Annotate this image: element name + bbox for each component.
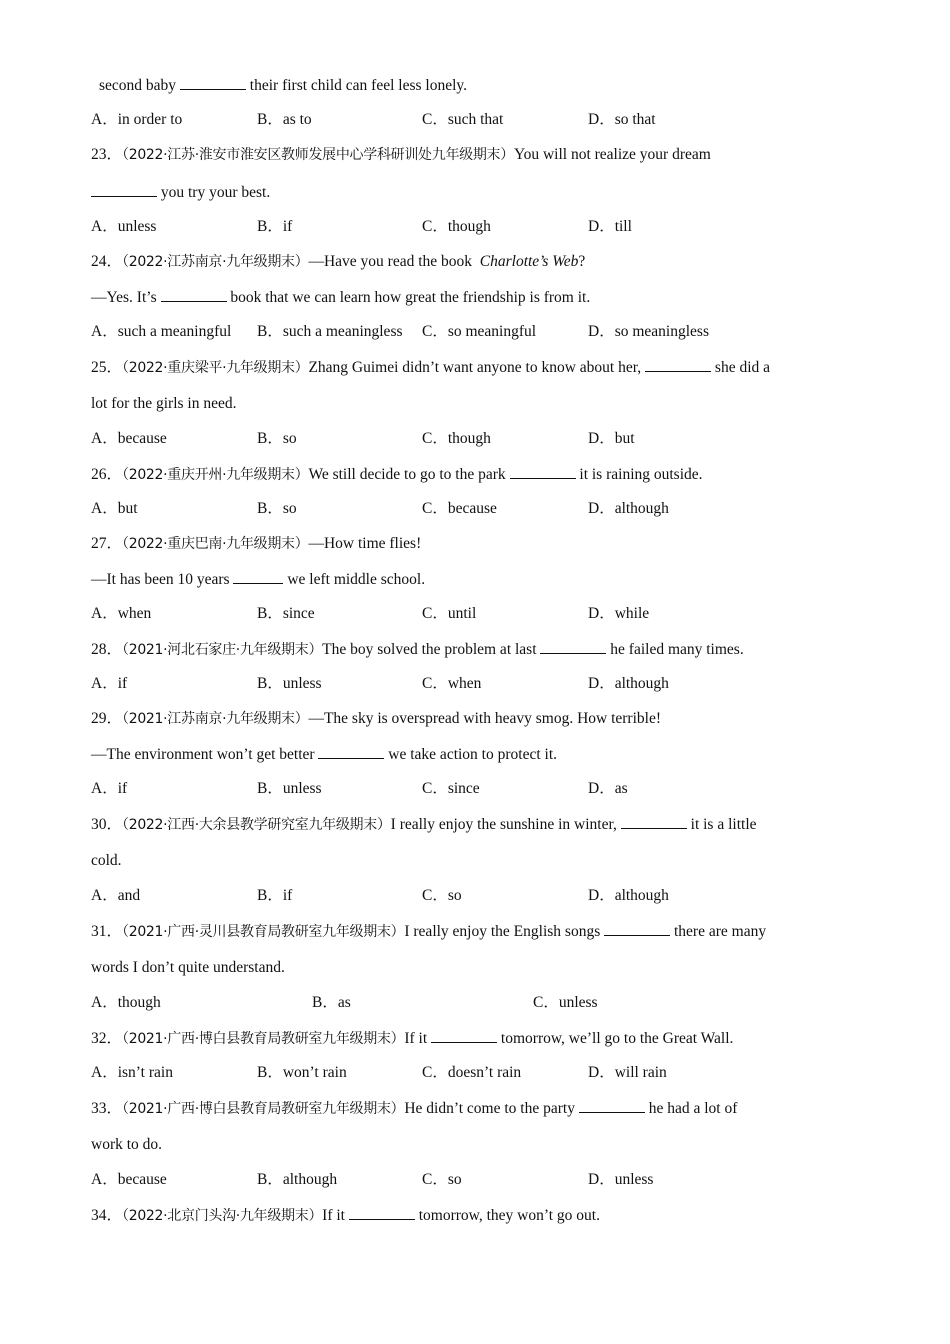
option-a[interactable]: A．though [91, 994, 161, 1011]
question-23-continuation: you try your best. [91, 182, 270, 203]
option-c[interactable]: C．though [422, 430, 491, 447]
answer-blank[interactable] [318, 744, 384, 759]
option-a[interactable]: A．and [91, 887, 141, 904]
question-number: 28． [91, 641, 123, 658]
question-number: 34． [91, 1207, 123, 1224]
question-27-options [91, 604, 871, 624]
question-29: 29．（2021·江苏南京·九年级期末）—The sky is overspread with heavy smog. How terrible! [91, 710, 661, 727]
option-b[interactable]: B．as to [257, 111, 312, 128]
question-number: 33． [91, 1100, 123, 1117]
question-source: （2021·广西·博白县教育局教研室九年级期末） [122, 1101, 405, 1117]
question-30: 30．（2022·江西·大余县教学研究室九年级期末）I really enjoy the sunshine in winter, it is a little [91, 816, 757, 833]
question-number: 32． [91, 1030, 123, 1047]
option-a[interactable]: A．but [91, 500, 138, 517]
question-25-continuation: lot for the girls in need. [91, 395, 237, 412]
book-title: Charlotte’s Web [479, 253, 579, 270]
option-b[interactable]: B．so [257, 500, 297, 517]
answer-blank[interactable] [621, 814, 687, 829]
answer-blank[interactable] [510, 464, 576, 479]
question-source: （2021·江苏南京·九年级期末） [122, 711, 309, 727]
option-b[interactable]: B．won’t rain [257, 1064, 347, 1081]
question-number: 23． [91, 146, 123, 163]
question-26-options [91, 499, 871, 519]
option-b[interactable]: B．if [257, 218, 293, 235]
question-source: （2022·北京门头沟·九年级期末） [122, 1208, 323, 1224]
question-22-continuation: second baby their first child can feel less lonely. [99, 77, 468, 94]
question-source: （2022·重庆开州·九年级期末） [122, 467, 309, 483]
option-b[interactable]: B．such a meaningless [257, 323, 403, 340]
option-c[interactable]: C．such that [422, 111, 504, 128]
option-d[interactable]: D．although [588, 675, 669, 692]
option-a[interactable]: A．such a meaningful [91, 323, 232, 340]
option-b[interactable]: B．if [257, 887, 293, 904]
question-number: 26． [91, 466, 123, 483]
answer-blank[interactable] [91, 182, 157, 197]
option-b[interactable]: B．so [257, 430, 297, 447]
option-d[interactable]: D．so that [588, 111, 656, 128]
option-c[interactable]: C．when [422, 675, 482, 692]
question-source: （2022·重庆梁平·九年级期末） [122, 360, 309, 376]
question-source: （2021·广西·灵川县教育局教研室九年级期末） [122, 924, 405, 940]
question-25: 25．（2022·重庆梁平·九年级期末）Zhang Guimei didn’t want anyone to know about her, she did a [91, 359, 771, 376]
option-d[interactable]: D．although [588, 500, 669, 517]
question-32: 32．（2021·广西·博白县教育局教研室九年级期末）If it tomorrow, we’ll go to the Great Wall. [91, 1030, 734, 1047]
question-number: 25． [91, 359, 123, 376]
option-d[interactable]: D．while [588, 605, 650, 622]
question-29-options [91, 779, 871, 799]
question-33-continuation: work to do. [91, 1136, 163, 1153]
option-a[interactable]: A．if [91, 780, 128, 797]
answer-blank[interactable] [540, 639, 606, 654]
question-28-options [91, 674, 871, 694]
option-c[interactable]: C．because [422, 500, 497, 517]
option-b[interactable]: B．since [257, 605, 315, 622]
option-d[interactable]: D．as [588, 780, 628, 797]
question-27-line2: —It has been 10 years we left middle school. [91, 571, 426, 588]
option-d[interactable]: D．till [588, 218, 632, 235]
question-source: （2021·广西·博白县教育局教研室九年级期末） [122, 1031, 405, 1047]
answer-blank[interactable] [161, 287, 227, 302]
question-31-continuation: words I don’t quite understand. [91, 959, 285, 976]
option-c[interactable]: C．so [422, 1171, 462, 1188]
question-34: 34．（2022·北京门头沟·九年级期末）If it tomorrow, they won’t go out. [91, 1207, 600, 1224]
option-a[interactable]: A．isn’t rain [91, 1064, 173, 1081]
question-33-options [91, 1170, 871, 1190]
question-22-options [91, 110, 871, 130]
option-a[interactable]: A．because [91, 430, 167, 447]
answer-blank[interactable] [645, 357, 711, 372]
answer-blank[interactable] [604, 921, 670, 936]
option-c[interactable]: C．so [422, 887, 462, 904]
answer-blank[interactable] [349, 1205, 415, 1220]
option-a[interactable]: A．in order to [91, 111, 183, 128]
question-27: 27．（2022·重庆巴南·九年级期末）—How time flies! [91, 535, 422, 552]
question-25-options [91, 429, 871, 449]
option-b[interactable]: B．unless [257, 780, 322, 797]
question-source: （2022·江苏南京·九年级期末） [122, 254, 309, 270]
answer-blank[interactable] [180, 75, 246, 90]
question-source: （2022·重庆巴南·九年级期末） [122, 536, 309, 552]
option-c[interactable]: C．unless [533, 994, 598, 1011]
question-32-options [91, 1063, 871, 1083]
question-31-options [91, 993, 871, 1013]
option-a[interactable]: A．when [91, 605, 152, 622]
question-source: （2021·河北石家庄·九年级期末） [122, 642, 323, 658]
option-a[interactable]: A．unless [91, 218, 157, 235]
option-c[interactable]: C．since [422, 780, 480, 797]
question-24: 24．（2022·江苏南京·九年级期末）—Have you read the book Charlotte’s Web? [91, 253, 586, 270]
option-a[interactable]: A．if [91, 675, 128, 692]
question-30-continuation: cold. [91, 852, 122, 869]
question-number: 30． [91, 816, 123, 833]
option-b[interactable]: B．although [257, 1171, 338, 1188]
option-b[interactable]: B．unless [257, 675, 322, 692]
option-d[interactable]: D．but [588, 430, 635, 447]
question-source: （2022·江西·大余县教学研究室九年级期末） [122, 817, 391, 833]
option-d[interactable]: D．unless [588, 1171, 654, 1188]
option-c[interactable]: C．so meaningful [422, 323, 537, 340]
question-number: 24． [91, 253, 123, 270]
question-23: 23．（2022·江苏·淮安市淮安区教师发展中心学科研训处九年级期末）You will not realize your dream [91, 146, 711, 163]
question-number: 29． [91, 710, 123, 727]
question-28: 28．（2021·河北石家庄·九年级期末）The boy solved the problem at last he failed many times. [91, 641, 744, 658]
question-number: 31． [91, 923, 123, 940]
answer-blank[interactable] [233, 569, 283, 584]
question-29-line2: —The environment won’t get better we take action to protect it. [91, 746, 558, 763]
answer-blank[interactable] [579, 1098, 645, 1113]
option-d[interactable]: D．will rain [588, 1064, 667, 1081]
question-number: 27． [91, 535, 123, 552]
question-24-options [91, 322, 871, 342]
question-31: 31．（2021·广西·灵川县教育局教研室九年级期末）I really enjoy the English songs there are many [91, 923, 767, 940]
option-a[interactable]: A．because [91, 1171, 167, 1188]
question-26: 26．（2022·重庆开州·九年级期末）We still decide to go to the park it is raining outside. [91, 466, 703, 483]
question-30-options [91, 886, 871, 906]
option-c[interactable]: C．doesn’t rain [422, 1064, 522, 1081]
question-source: （2022·江苏·淮安市淮安区教师发展中心学科研训处九年级期末） [122, 147, 514, 163]
question-33: 33．（2021·广西·博白县教育局教研室九年级期末）He didn’t come to the party he had a lot of [91, 1100, 738, 1117]
option-c[interactable]: C．until [422, 605, 477, 622]
option-d[interactable]: D．so meaningless [588, 323, 709, 340]
question-24-line2: —Yes. It’s book that we can learn how great the friendship is from it. [91, 289, 591, 306]
option-d[interactable]: D．although [588, 887, 669, 904]
option-b[interactable]: B．as [312, 994, 351, 1011]
question-23-options [91, 217, 871, 237]
option-c[interactable]: C．though [422, 218, 491, 235]
answer-blank[interactable] [431, 1028, 497, 1043]
